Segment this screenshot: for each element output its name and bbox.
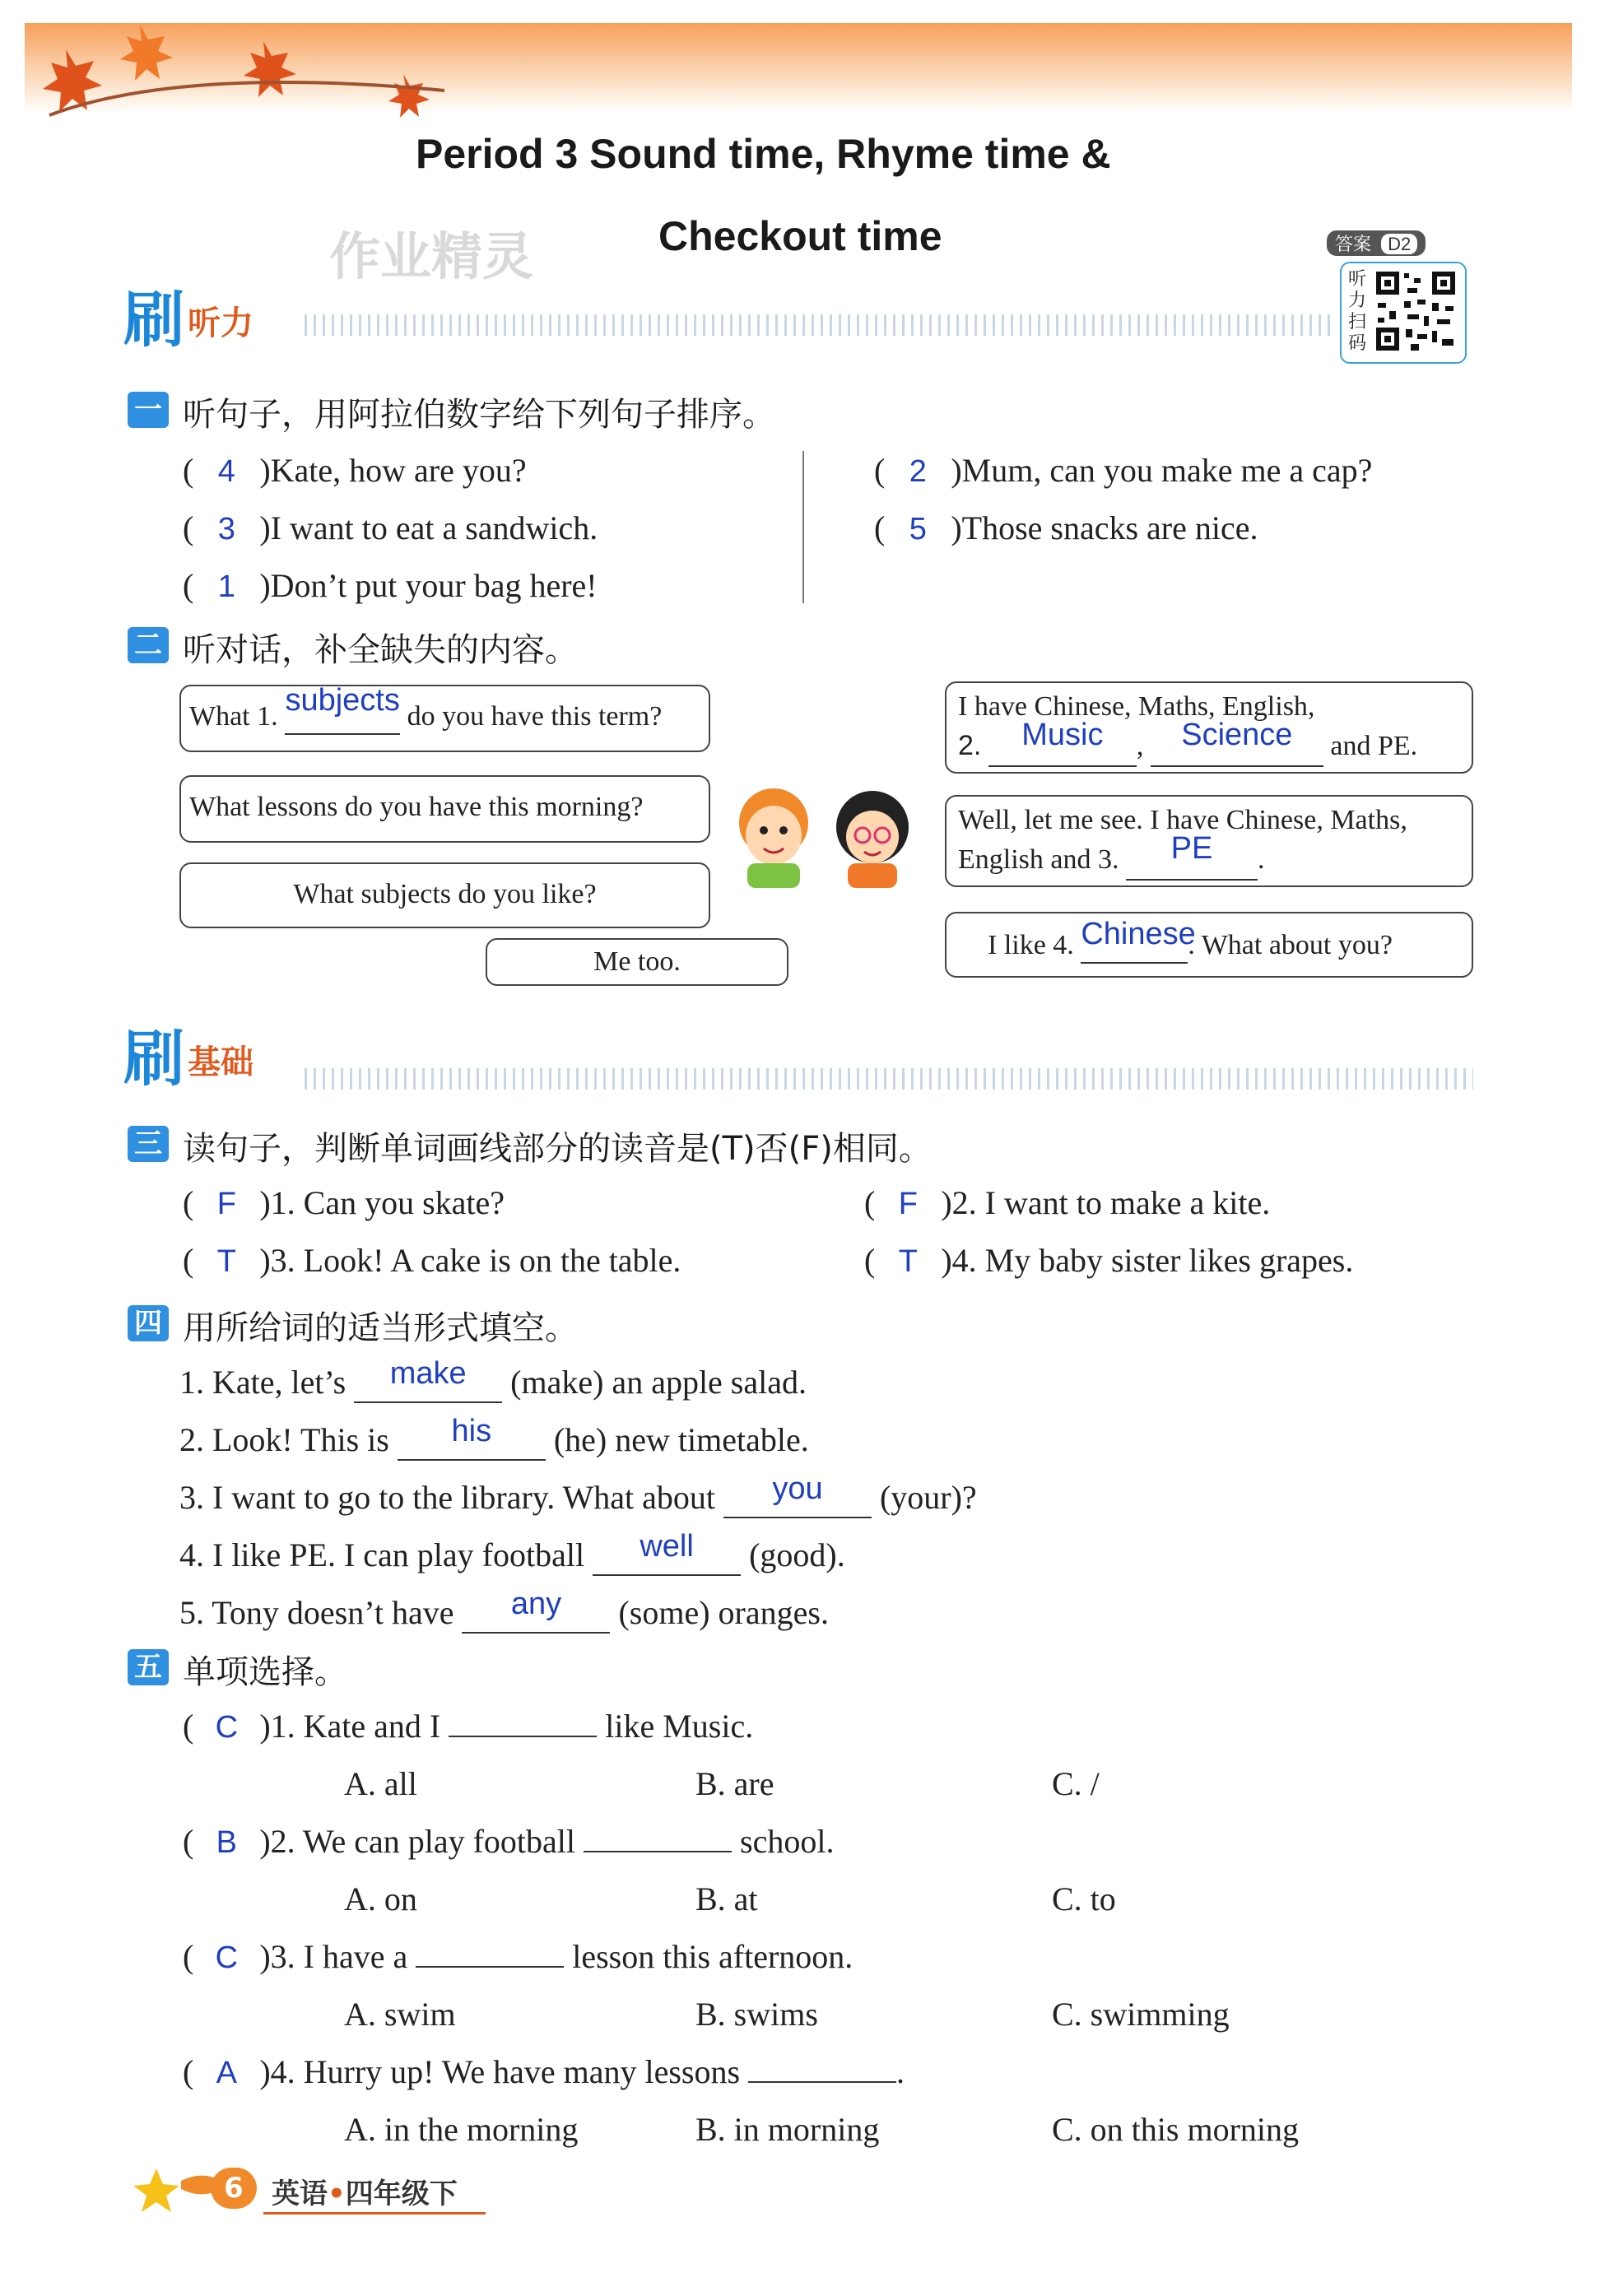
- q4-item-3: [179, 1471, 977, 1518]
- column-divider: [802, 451, 804, 603]
- option-b[interactable]: B. swims: [695, 1996, 818, 2033]
- question-number-badge: 一: [128, 392, 169, 428]
- answer-tag-label: 答案: [1335, 234, 1372, 254]
- sentence-text: 1. Kate, let’s: [179, 1364, 347, 1401]
- page-title: Period 3 Sound time, Rhyme time &: [416, 131, 1111, 177]
- bubble-text: English and 3.: [958, 844, 1119, 875]
- q5-item-4: ( A )4. Hurry up! We have many lessons .: [183, 2053, 905, 2090]
- section-brush-char: 刷: [123, 285, 184, 356]
- speech-bubble-left-4: [486, 938, 788, 986]
- sentence-text: (some) oranges.: [618, 1594, 829, 1631]
- speech-bubble-right-3: [945, 912, 1473, 978]
- q3-item-3: ( T )3. Look! A cake is on the table.: [183, 1242, 681, 1279]
- bubble-text: .: [1257, 844, 1265, 875]
- sentence-text: lesson this afternoon.: [572, 1938, 853, 1975]
- maple-leaves-decoration: [16, 16, 444, 140]
- speech-bubble-left-3: [179, 862, 710, 928]
- answer-text: PE: [1170, 831, 1213, 866]
- q4-item-4: [179, 1529, 845, 1576]
- blank-number: 2.: [958, 730, 982, 761]
- q1-item-2: ( 3 )I want to eat a sandwich.: [183, 509, 598, 546]
- section-brush-char: 刷: [123, 1024, 184, 1095]
- qr-label: 听力扫码: [1348, 268, 1367, 353]
- answer-text[interactable]: T: [216, 1244, 236, 1279]
- footer-underline: [263, 2212, 486, 2215]
- sentence-text: 1. Kate and I: [270, 1708, 441, 1745]
- question-number-badge: 三: [128, 1126, 169, 1162]
- question-title: 用所给词的适当形式填空。: [183, 1309, 578, 1347]
- sentence-text: like Music.: [605, 1708, 754, 1745]
- option-b[interactable]: B. at: [695, 1880, 758, 1917]
- sentence-text: (your)?: [879, 1479, 977, 1516]
- footer-separator: •: [328, 2177, 346, 2210]
- answer-page-ref: D2: [1381, 234, 1417, 254]
- option-a[interactable]: A. swim: [344, 1996, 456, 2033]
- section-divider: [305, 314, 1333, 336]
- bubble-text: Well, let me see. I have Chinese, Maths,: [958, 805, 1407, 835]
- answer-text[interactable]: 1: [217, 569, 235, 604]
- sentence-text: (make) an apple salad.: [510, 1364, 807, 1401]
- fill-blank[interactable]: [593, 1529, 741, 1576]
- q4-item-2: [179, 1414, 809, 1461]
- bubble-text: What 1.: [189, 701, 278, 732]
- bubble-text: What subjects do you like?: [293, 879, 597, 909]
- bubble-text: . What about you?: [1188, 930, 1393, 960]
- sentence-text: 5. Tony doesn’t have: [179, 1594, 454, 1631]
- sentence-text: .: [896, 2053, 905, 2090]
- q4-item-1: [179, 1356, 807, 1403]
- answer-text[interactable]: 2: [909, 454, 927, 489]
- blank-4[interactable]: [1081, 917, 1196, 964]
- answer-text[interactable]: F: [898, 1187, 918, 1221]
- q1-item-3: ( 1 )Don’t put your bag here!: [183, 567, 598, 604]
- q4-item-5: [179, 1587, 829, 1634]
- question-number-badge: 四: [128, 1305, 169, 1341]
- answer-text[interactable]: B: [216, 1825, 237, 1860]
- q1-item-4: ( 2 )Mum, can you make me a cap?: [874, 452, 1373, 489]
- answer-tag[interactable]: [1327, 230, 1426, 256]
- fill-blank[interactable]: [723, 1471, 872, 1518]
- question-number-badge: 二: [128, 627, 169, 663]
- sentence-text: Mum, can you make me a cap?: [961, 452, 1373, 489]
- q5-item-2: ( B )2. We can play football school.: [183, 1823, 835, 1860]
- q3-item-1: ( F )1. Can you skate?: [183, 1184, 505, 1221]
- answer-text: any: [510, 1587, 562, 1621]
- girl-icon: [836, 791, 909, 888]
- option-b[interactable]: B. in morning: [695, 2111, 880, 2148]
- answer-text: well: [640, 1529, 694, 1564]
- section-listening-header: [123, 272, 253, 359]
- blank-3[interactable]: [1126, 831, 1258, 881]
- option-c[interactable]: C. /: [1052, 1765, 1100, 1802]
- sentence-text: 2. We can play football: [270, 1823, 576, 1860]
- question-title: 读句子，判断单词画线部分的读音是(T)否(F)相同。: [183, 1130, 932, 1168]
- question-title: 单项选择。: [183, 1653, 347, 1691]
- bubble-text: What lessons do you have this morning?: [189, 792, 644, 822]
- answer-text[interactable]: A: [216, 2056, 237, 2090]
- answer-text[interactable]: T: [898, 1244, 918, 1279]
- sentence-text: 4. I like PE. I can play football: [179, 1536, 585, 1573]
- speech-bubble-right-2: [945, 795, 1473, 887]
- option-c[interactable]: C. swimming: [1052, 1996, 1230, 2033]
- q3-item-2: ( F )2. I want to make a kite.: [864, 1184, 1271, 1221]
- fill-blank[interactable]: [462, 1587, 610, 1634]
- option-b[interactable]: B. are: [695, 1765, 774, 1802]
- q1-item-1: ( 4 )Kate, how are you?: [183, 452, 527, 489]
- fill-blank[interactable]: [398, 1414, 546, 1461]
- choice-blank: [584, 1851, 732, 1852]
- sentence-text: (good).: [749, 1536, 845, 1573]
- option-a[interactable]: A. all: [344, 1765, 417, 1802]
- answer-text[interactable]: 3: [217, 512, 235, 546]
- answer-text: Chinese: [1081, 917, 1196, 951]
- speech-bubble-left-1: [179, 685, 710, 752]
- q3-item-4: ( T )4. My baby sister likes grapes.: [864, 1242, 1354, 1279]
- page-number: 6: [211, 2168, 257, 2209]
- sentence-text: 4. My baby sister likes grapes.: [951, 1242, 1354, 1279]
- sentence-text: school.: [740, 1823, 835, 1860]
- section-divider: [305, 1068, 1473, 1090]
- question-title: 听对话，补全缺失的内容。: [183, 631, 578, 669]
- sentence-text: Kate, how are you?: [270, 452, 527, 489]
- answer-text: Science: [1181, 718, 1293, 752]
- sentence-text: 2. Look! This is: [179, 1421, 389, 1458]
- answer-text: subjects: [285, 683, 400, 718]
- section-label: 基础: [188, 1043, 253, 1081]
- bubble-text: I have Chinese, Maths, English,: [958, 691, 1315, 722]
- answer-text[interactable]: C: [215, 1710, 239, 1745]
- choice-blank: [748, 2081, 896, 2083]
- answer-text[interactable]: C: [215, 1940, 239, 1975]
- sentence-text: Don’t put your bag here!: [270, 567, 598, 604]
- section-label: 听力: [188, 304, 253, 342]
- answer-text[interactable]: F: [216, 1187, 236, 1221]
- blank-1[interactable]: [285, 683, 400, 735]
- bubble-text: ,: [1136, 731, 1144, 761]
- answer-text[interactable]: 4: [217, 454, 235, 489]
- speech-bubble-left-2: [179, 775, 710, 843]
- speech-bubble-right-1: [945, 681, 1473, 774]
- option-a[interactable]: A. on: [344, 1880, 417, 1917]
- answer-text: his: [451, 1414, 492, 1448]
- answer-text: you: [772, 1471, 823, 1506]
- q1-item-5: ( 5 )Those snacks are nice.: [874, 509, 1258, 546]
- qr-code-box[interactable]: [1340, 262, 1467, 364]
- question-number-badge: 五: [128, 1649, 169, 1685]
- answer-text: Music: [1021, 718, 1104, 752]
- sentence-text: 3. Look! A cake is on the table.: [270, 1242, 681, 1279]
- footer-subject: [272, 2171, 458, 2211]
- sentence-text: I want to eat a sandwich.: [270, 509, 598, 546]
- choice-blank: [416, 1966, 564, 1968]
- fill-blank[interactable]: [354, 1356, 502, 1403]
- cartoon-children-illustration: [724, 778, 930, 889]
- bubble-text: do you have this term?: [407, 701, 663, 732]
- blank-2a[interactable]: [988, 718, 1137, 767]
- bubble-text: I like 4.: [988, 930, 1074, 960]
- q5-item-3: ( C )3. I have a lesson this afternoon.: [183, 1938, 853, 1975]
- footer-grade-label: 四年级下: [345, 2177, 458, 2210]
- blank-2b[interactable]: [1151, 718, 1323, 767]
- section-basic-header: [123, 1011, 253, 1098]
- watermark: 作业精灵: [329, 229, 534, 286]
- option-c[interactable]: C. on this morning: [1052, 2111, 1300, 2148]
- choice-blank: [449, 1736, 597, 1737]
- sentence-text: 1. Can you skate?: [270, 1184, 505, 1221]
- option-a[interactable]: A. in the morning: [344, 2111, 579, 2148]
- bubble-text: Me too.: [593, 946, 681, 977]
- boy-icon: [739, 788, 808, 888]
- qr-code-icon: [1374, 270, 1457, 352]
- sentence-text: 2. I want to make a kite.: [951, 1184, 1271, 1221]
- footer-subject-label: 英语: [272, 2177, 328, 2210]
- sentence-text: (he) new timetable.: [553, 1421, 809, 1458]
- q5-item-1: ( C )1. Kate and I like Music.: [183, 1708, 754, 1745]
- sentence-text: Those snacks are nice.: [961, 509, 1258, 546]
- sentence-text: 3. I want to go to the library. What about: [179, 1479, 715, 1516]
- bubble-text: and PE.: [1330, 731, 1418, 761]
- page-subtitle: Checkout time: [658, 213, 942, 259]
- answer-text[interactable]: 5: [909, 512, 927, 546]
- question-title: 听句子，用阿拉伯数字给下列句子排序。: [183, 396, 775, 434]
- option-c[interactable]: C. to: [1052, 1880, 1116, 1917]
- sentence-text: 3. I have a: [270, 1938, 408, 1975]
- answer-text: make: [389, 1356, 467, 1391]
- sentence-text: 4. Hurry up! We have many lessons: [270, 2053, 741, 2090]
